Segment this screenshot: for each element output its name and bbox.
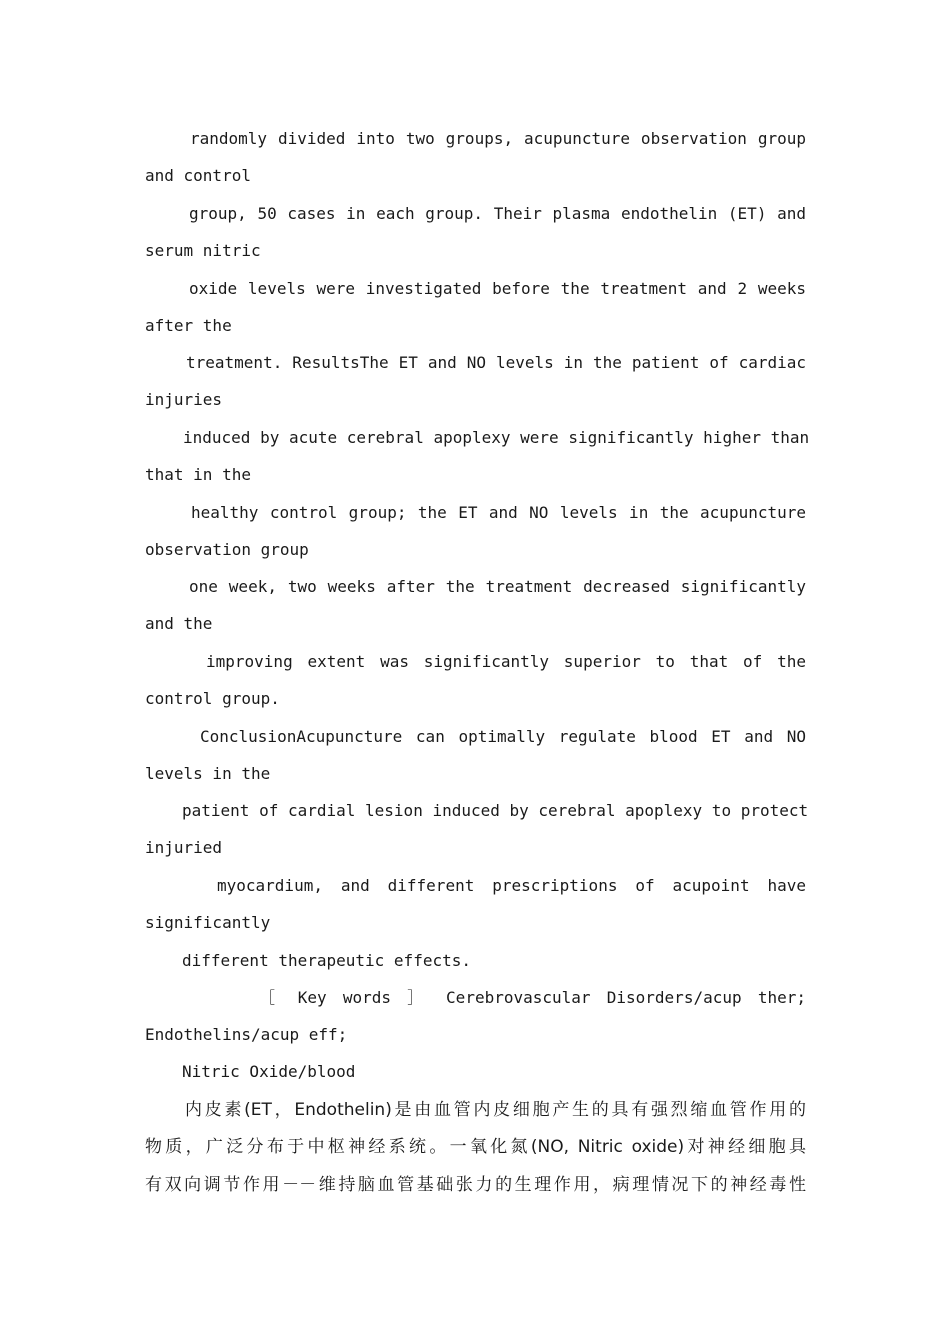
- text-line: and the: [145, 614, 213, 633]
- text-line: and control: [145, 166, 251, 185]
- text-line: one week, two weeks after the treatment decreased significantly: [189, 577, 806, 596]
- chinese-text-line: 物质，广泛分布于中枢神经系统。一氧化氮(NO, Nitric oxide)对神经细胞具: [145, 1137, 806, 1157]
- text-line: oxide levels were investigated before the treatment and 2 weeks: [189, 279, 806, 298]
- text-line: injuried: [145, 838, 223, 857]
- keywords-line: Nitric Oxide/blood: [182, 1062, 356, 1081]
- text-line: different therapeutic effects.: [182, 951, 471, 970]
- text-line: myocardium, and different prescriptions of acupoint have: [217, 876, 806, 895]
- text-line: induced by acute cerebral apoplexy were significantly higher than: [183, 428, 810, 447]
- chinese-text-line: 有双向调节作用－－维持脑血管基础张力的生理作用，病理情况下的神经毒性: [145, 1175, 806, 1195]
- text-line: ConclusionAcupuncture can optimally regulate blood ET and NO: [200, 727, 806, 746]
- keywords-line: ［ Key words ］ Cerebrovascular Disorders/acup ther;: [259, 988, 806, 1007]
- text-line: significantly: [145, 913, 271, 932]
- text-line: group, 50 cases in each group. Their plasma endothelin (ET) and: [189, 204, 806, 223]
- chinese-text-line: 内皮素(ET，Endothelin)是由血管内皮细胞产生的具有强烈缩血管作用的: [185, 1100, 806, 1120]
- text-line: injuries: [145, 390, 223, 409]
- text-line: observation group: [145, 540, 309, 559]
- keywords-line: Endothelins/acup eff;: [145, 1025, 348, 1044]
- text-line: levels in the: [145, 764, 271, 783]
- text-line: randomly divided into two groups, acupuncture observation group: [190, 129, 806, 148]
- text-line: after the: [145, 316, 232, 335]
- text-line: serum nitric: [145, 241, 261, 260]
- text-line: control group.: [145, 689, 280, 708]
- text-line: improving extent was significantly superior to that of the: [206, 652, 806, 671]
- text-line: that in the: [145, 465, 251, 484]
- text-line: treatment. ResultsThe ET and NO levels in the patient of cardiac: [186, 353, 806, 372]
- text-line: patient of cardial lesion induced by cerebral apoplexy to protect: [182, 801, 809, 820]
- text-line: healthy control group; the ET and NO levels in the acupuncture: [191, 503, 806, 522]
